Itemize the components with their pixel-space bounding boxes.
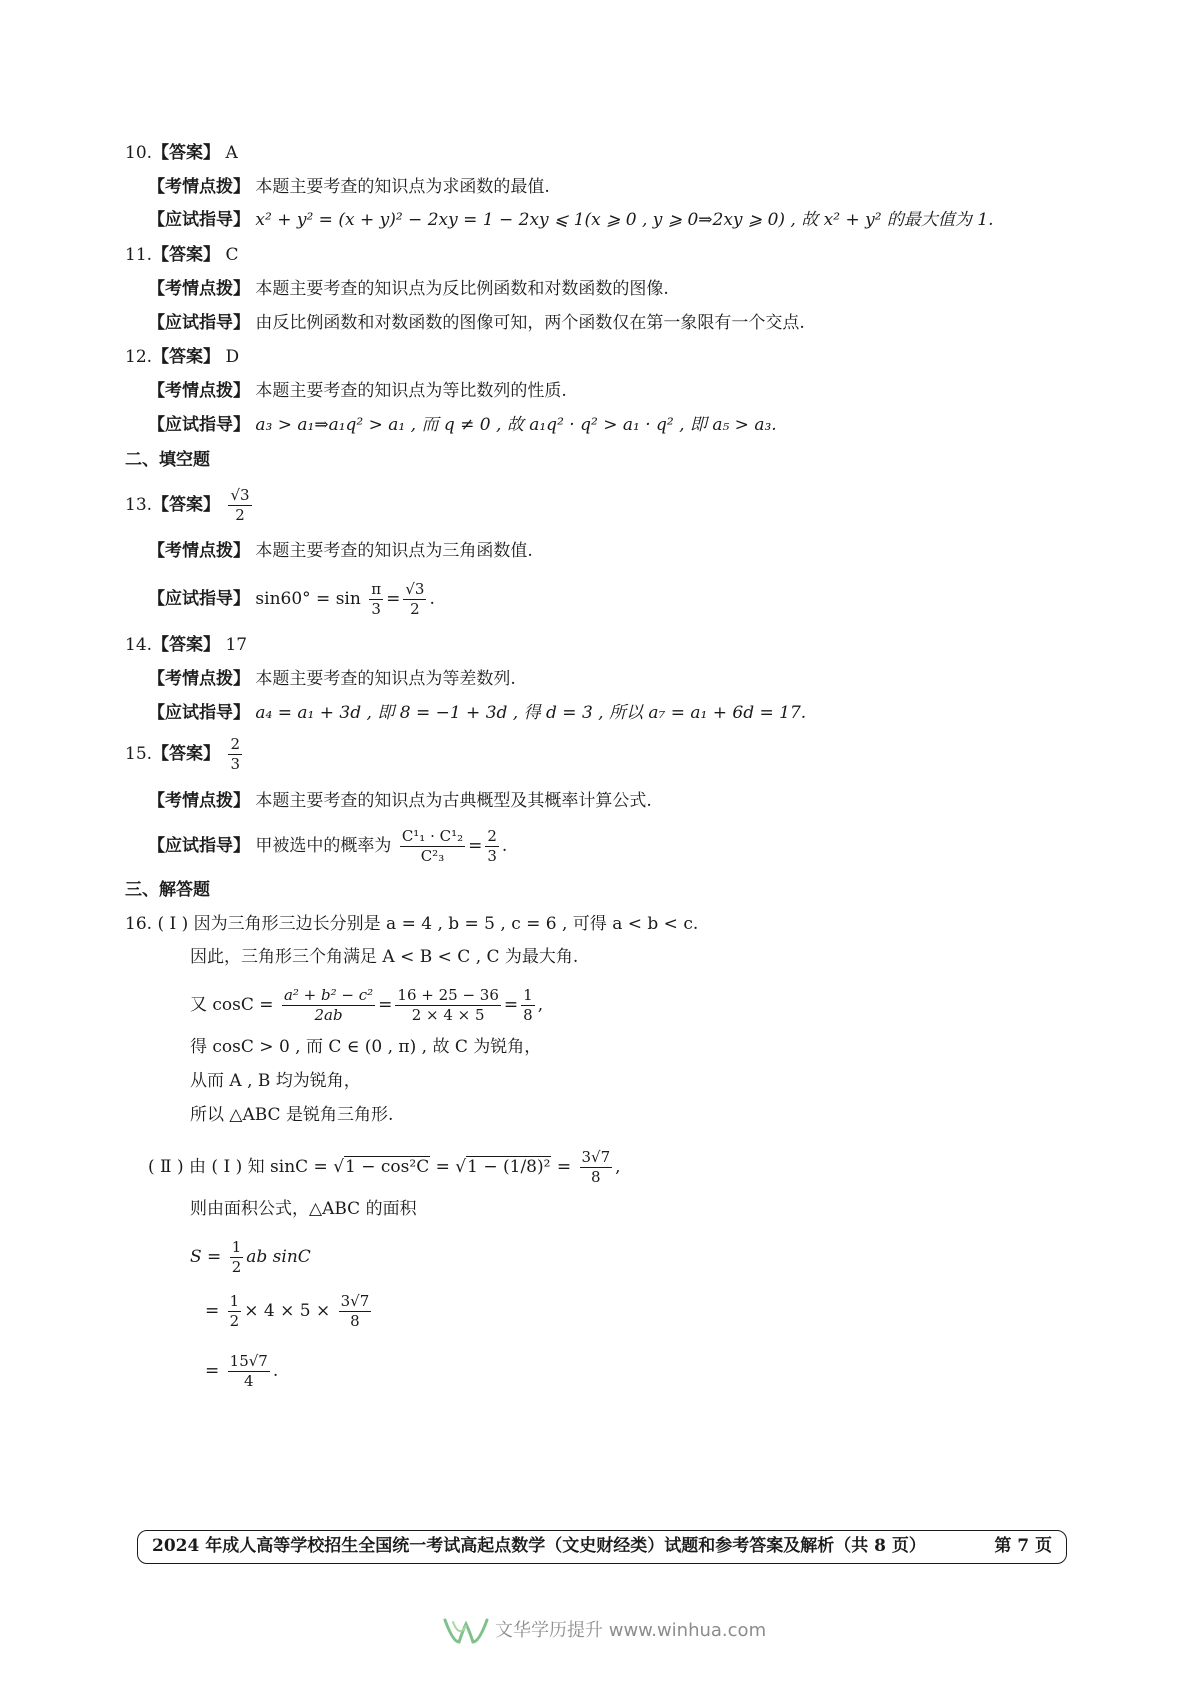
q16-line-10: = $\frac{1}{2}$ × 4 × 5 × $\frac{3√7}{8}$ [205,1292,370,1330]
q10-point: 【考情点拨】 本题主要考查的知识点为求函数的最值. [148,177,550,197]
q13-answer: 13.【答案】 $\frac{√3}{2}$ [125,486,250,524]
q14-guide: 【应试指导】 a₄ = a₁ + 3d , 即 8 = −1 + 3d , 得 d = 3 , 所以 a₇ = a₁ + 6d = 17. [148,703,807,723]
q15-answer: 15.【答案】 $\frac{2}{3}$ [125,735,240,773]
q13-guide: 【应试指导】 sin60° = sin $\frac{\pi}{3}$ = $\frac{√3}{2}$ . [148,580,435,618]
winhua-logo-icon [443,1616,489,1646]
q13-answer-fraction: $\frac{√3}{2}$ [230,486,250,524]
q13-point: 【考情点拨】 本题主要考查的知识点为三角函数值. [148,541,533,561]
q14-point: 【考情点拨】 本题主要考查的知识点为等差数列. [148,669,516,689]
q16-line-11: = $\frac{15√7}{4}$ . [205,1352,279,1390]
q16-line-1: 16. ( Ⅰ ) 因为三角形三边长分别是 a = 4 , b = 5 , c = 6 , 可得 a < b < c. [125,914,699,934]
q16-line-5: 从而 A , B 均为锐角， [190,1071,361,1091]
q11-answer: 11.【答案】 C [125,245,239,265]
q12-answer: 12.【答案】 D [125,347,240,367]
q15-guide: 【应试指导】 甲被选中的概率为 $\frac{\text{C¹₁ · C¹₂}}{\text{C²₃}}$ = $\frac{2}{3}$ . [148,827,508,865]
q14-answer: 14.【答案】 17 [125,635,248,655]
q11-point: 【考情点拨】 本题主要考查的知识点为反比例函数和对数函数的图像. [148,279,669,299]
q15-answer-fraction: $\frac{2}{3}$ [230,735,240,773]
q12-point: 【考情点拨】 本题主要考查的知识点为等比数列的性质. [148,381,567,401]
q16-line-2: 因此，三角形三个角满足 A < B < C , C 为最大角. [190,947,579,967]
q15-point: 【考情点拨】 本题主要考查的知识点为古典概型及其概率计算公式. [148,791,652,811]
q16-line-9: S = $\frac{1}{2}$ ab sinC [190,1238,311,1276]
section-solutions: 三、解答题 [125,880,210,900]
q10-guide: 【应试指导】 x² + y² = (x + y)² − 2xy = 1 − 2xy ⩽ 1(x ⩾ 0 , y ⩾ 0⇒2xy ⩾ 0) , 故 x² + y² 的最大值为 1. [148,210,994,230]
q10-answer: 10.【答案】 A [125,143,238,163]
q12-guide: 【应试指导】 a₃ > a₁⇒a₁q² > a₁ , 而 q ≠ 0 , 故 a₁q² · q² > a₁ · q² , 即 a₅ > a₃. [148,415,777,435]
q16-line-8: 则由面积公式，△ABC 的面积 [190,1199,417,1219]
page-number: 第 7 页 [994,1536,1052,1556]
watermark [443,1614,766,1648]
q16-line-3: 又 cosC = $\frac{\text{a² + b² − c²}}{2ab}$ = $\frac{16 + 25 - 36}{2 \times 4 \times 5}$ = $\frac{1}{8}$ , [190,986,544,1024]
q11-guide: 【应试指导】 由反比例函数和对数函数的图像可知，两个函数仅在第一象限有一个交点. [148,313,805,333]
page-footer [137,1530,1067,1564]
q16-line-7: ( Ⅱ ) 由 ( Ⅰ ) 知 sinC = √1 − cos²C = √1 − (1/8)² = $\frac{3√7}{8}$ , [148,1148,621,1186]
q16-line-6: 所以 △ABC 是锐角三角形. [190,1105,394,1125]
footer-title: 2024 年成人高等学校招生全国统一考试高起点数学（文史财经类）试题和参考答案及解析（共 8 页） [152,1536,926,1556]
watermark-text: 文华学历提升 www.winhua.com [495,1620,767,1641]
q16-line-4: 得 cosC > 0 , 而 C ∈ (0 , π) , 故 C 为锐角， [190,1037,542,1057]
section-fill-in: 二、填空题 [125,450,210,470]
